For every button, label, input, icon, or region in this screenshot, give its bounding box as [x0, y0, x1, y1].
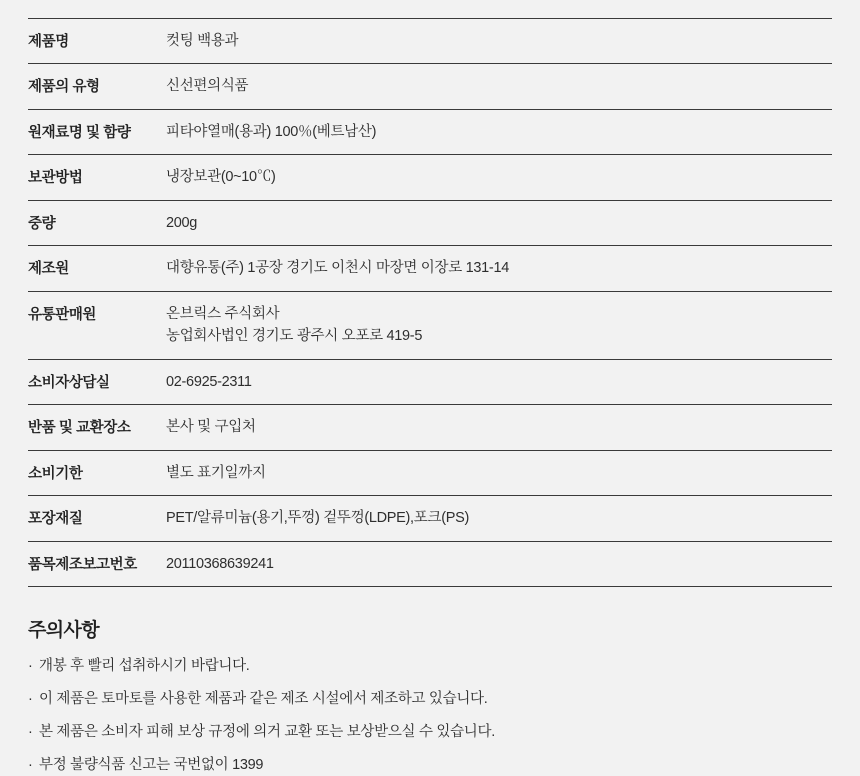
row-label: 소비기한 — [28, 465, 83, 482]
row-value — [166, 359, 832, 404]
row-label: 원재료명 및 함량 — [28, 124, 131, 141]
row-value — [166, 541, 832, 586]
cautions-heading: 주의사항 — [28, 620, 100, 642]
list-item-text: 이 제품은 토마토를 사용한 제품과 같은 제조 시설에서 제조하고 있습니다. — [39, 691, 488, 708]
bullet-marker: · — [28, 757, 33, 774]
row-value — [166, 496, 832, 541]
table-row — [28, 200, 832, 245]
list-item-text: 개봉 후 빨리 섭취하시기 바랍니다. — [39, 658, 250, 675]
table-row — [28, 155, 832, 200]
row-value — [166, 246, 832, 291]
row-label: 제품명 — [28, 34, 69, 50]
table-row — [28, 450, 832, 495]
table-row — [28, 541, 832, 586]
list-item — [28, 689, 832, 710]
product-detail-page — [0, 18, 860, 774]
row-label: 제조원 — [28, 261, 69, 278]
cautions-list — [28, 656, 832, 776]
row-value — [166, 450, 832, 495]
row-label: 중량 — [28, 215, 56, 232]
row-label: 보관방법 — [28, 170, 83, 187]
list-item — [28, 656, 832, 677]
table-row — [28, 405, 832, 450]
row-value-line: PET/알류미늄(용기,뚜껑) 겉뚜껑(LDPE),포크(PS) — [166, 510, 469, 527]
row-value-line: 피타야열매(용과) 100％(베트남산) — [166, 123, 377, 140]
list-item-text: 부정 불량식품 신고는 국번없이 1399 — [39, 757, 264, 774]
row-value-line: 별도 표기일까지 — [166, 464, 266, 481]
list-item — [28, 755, 832, 776]
row-value — [166, 405, 832, 450]
row-value-line: 본사 및 구입처 — [166, 419, 256, 436]
product-info-table — [28, 18, 832, 587]
row-value-line: 냉장보관(0~10℃) — [166, 169, 276, 186]
table-row — [28, 109, 832, 154]
row-value-line: 02-6925-2311 — [166, 373, 252, 390]
row-label: 포장재질 — [28, 511, 83, 528]
row-value — [166, 64, 832, 109]
list-item-text: 본 제품은 소비자 피해 보상 규정에 의거 교환 또는 보상받으실 수 있습니다. — [39, 724, 495, 741]
row-label: 품목제조보고번호 — [28, 556, 137, 573]
row-value-line: 온브릭스 주식회사 — [166, 305, 280, 322]
row-value-line: 농업회사법인 경기도 광주시 오포로 419-5 — [166, 328, 423, 345]
list-item — [28, 722, 832, 743]
row-value — [166, 109, 832, 154]
row-value-line: 컷팅 백용과 — [166, 33, 239, 49]
table-row — [28, 496, 832, 541]
row-label: 반품 및 교환장소 — [28, 420, 131, 437]
row-value-line: 20110368639241 — [166, 555, 274, 572]
bullet-marker: · — [28, 658, 33, 675]
table-row — [28, 64, 832, 109]
bullet-marker: · — [28, 724, 33, 741]
row-value — [166, 19, 832, 64]
table-row — [28, 291, 832, 359]
table-row — [28, 359, 832, 404]
row-value — [166, 291, 832, 359]
row-value-line: 대향유통(주) 1공장 경기도 이천시 마장면 이장로 131-14 — [166, 260, 509, 277]
bullet-marker: · — [28, 691, 33, 708]
row-label: 제품의 유형 — [28, 79, 100, 96]
row-label: 소비자상담실 — [28, 374, 110, 391]
row-value — [166, 155, 832, 200]
row-label: 유통판매원 — [28, 306, 97, 323]
row-value-line: 200g — [166, 214, 198, 231]
row-value-line: 신선편의식품 — [166, 78, 249, 95]
row-value — [166, 200, 832, 245]
table-row — [28, 246, 832, 291]
table-row — [28, 19, 832, 64]
